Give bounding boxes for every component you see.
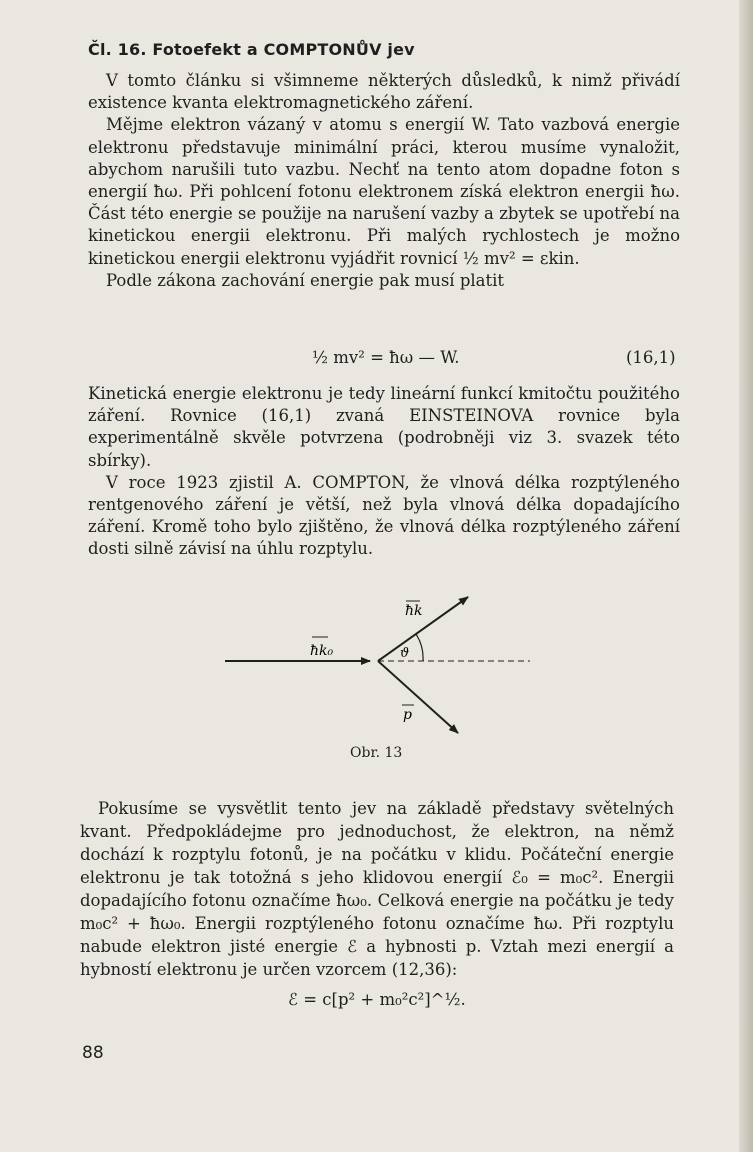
paragraph-4: Kinetická energie elektronu je tedy lineární funkcí kmitočtu použitého záření. Rovnice (16,1) zvaná EINSTEINOVA rovnice byla experimentálně skvěle potvrzena (podrobněji viz 3. svazek této sbírky). xyxy=(88,384,680,470)
label-hk0: ħk₀ xyxy=(310,643,334,659)
intro-text xyxy=(88,70,680,292)
page-edge-shadow xyxy=(739,0,753,1152)
energy-momentum-equation: ℰ = c[p² + m₀²c²]^½. xyxy=(288,990,466,1009)
label-p: p xyxy=(403,707,412,723)
paragraph-1: V tomto článku si všimneme některých důsledků, k nimž přivádí existence kvanta elektromagnetického záření. xyxy=(88,71,680,113)
angle-arc xyxy=(416,634,423,661)
equation-number: (16,1) xyxy=(626,348,676,367)
figure-caption: Obr. 13 xyxy=(350,745,403,761)
electron-recoil-line xyxy=(378,661,458,733)
paragraph-2: Mějme elektron vázaný v atomu s energií W. Tato vazbová energie elektronu představuje minimální práci, kterou musíme vynaložit, abychom narušili tuto vazbu. Nechť na tento atom dopadne foton s energií ħω. Při pohlcení fotonu elektronem získá elektron energii ħω. Část této energie se použije na narušení vazby a zbytek se upotřebí na kinetickou energii elektronu. Při malých rychlostech je možno kinetickou energii elektronu vyjádřit rovnicí ½ mv² = εkin. xyxy=(88,115,680,268)
lower-text xyxy=(80,797,674,981)
section-heading: Čl. 16. Fotoefekt a COMPTONŮV jev xyxy=(88,40,415,59)
compton-scattering-figure xyxy=(220,585,540,735)
paragraph-3: Podle zákona zachování energie pak musí platit xyxy=(106,270,505,290)
middle-text xyxy=(88,383,680,561)
paragraph-5: V roce 1923 zjistil A. COMPTON, že vlnová délka rozptýleného rentgenového záření je větší, než byla vlnová délka dopadajícího záření. Kromě toho bylo zjištěno, že vlnová délka rozptýleného záření dosti silně závisí na úhlu rozptylu. xyxy=(88,472,680,559)
label-hk: ħk xyxy=(405,603,423,619)
label-theta: ϑ xyxy=(400,646,410,661)
page-number: 88 xyxy=(82,1043,104,1063)
paragraph-6: Pokusíme se vysvětlit tento jev na základě představy světelných kvant. Předpokládejme pro jednoduchost, že elektron, na němž dochází k rozptylu fotonů, je na počátku v klidu. Počáteční energie elektronu je tak totožná s jeho klidovou energií ℰ₀ = m₀c². Energii dopadajícího fotonu označíme ħω₀. Celková energie na počátku je tedy m₀c² + ħω₀. Energii rozptýleného fotonu označíme ħω. Při rozptylu nabude elektron jisté energie ℰ a hybnosti p. Vztah mezi energií a hybností elektronu je určen vzorcem (12,36): xyxy=(80,799,674,979)
einstein-equation: ½ mv² = ħω — W. xyxy=(312,348,460,367)
